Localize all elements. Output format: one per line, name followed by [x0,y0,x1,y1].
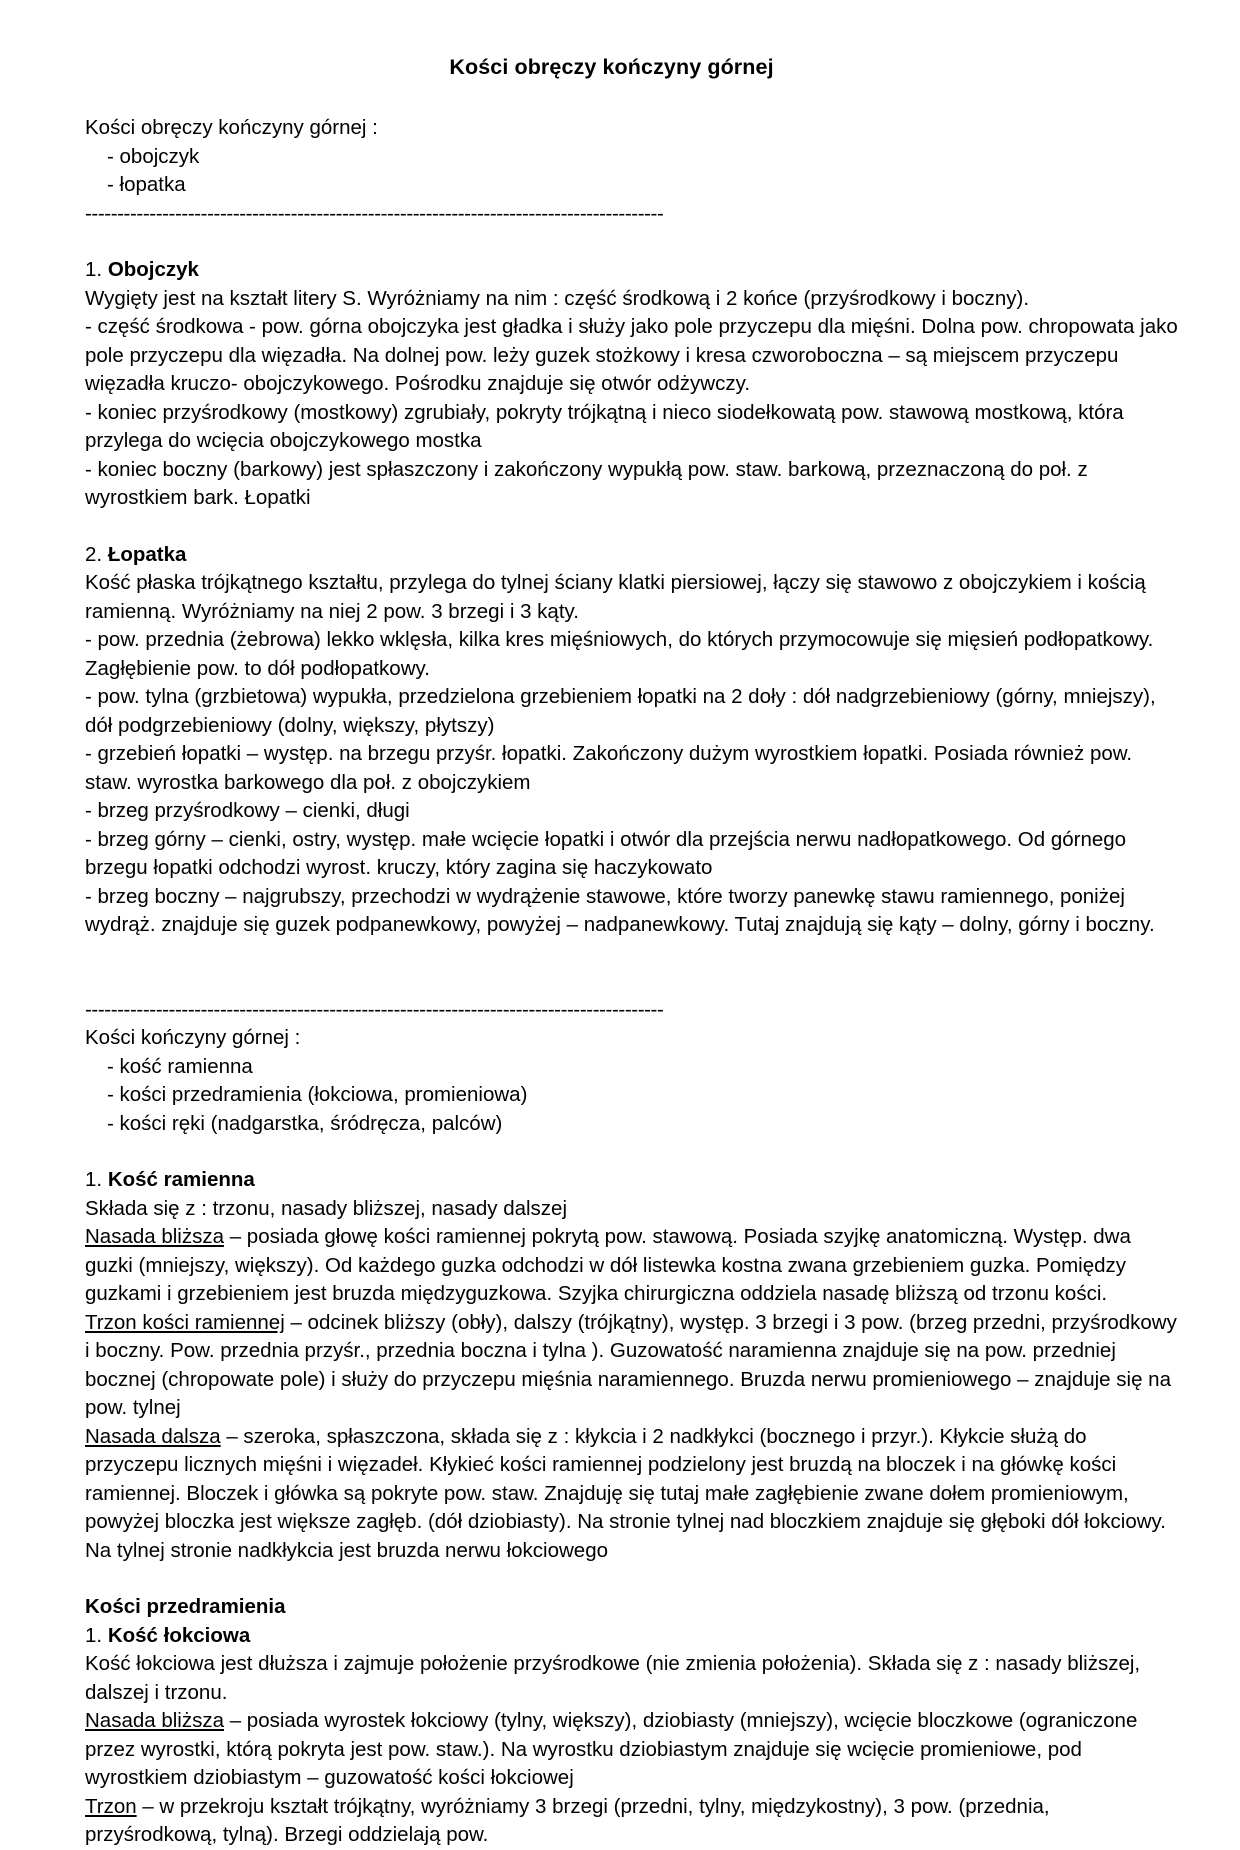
lopatka-para-1: Kość płaska trójkątnego kształtu, przylega do tylnej ściany klatki piersiowej, łączy się stawowo z obojczykiem i kością ramienną. Wyróżniamy na niej 2 pow. 3 brzegi i 3 kąty. [85,571,1152,623]
section-heading-kosc-ramienna [85,1166,1178,1195]
section-name: Kość łokciowa [107,1623,251,1647]
kosc-ramienna-sub-1 [85,1223,1178,1309]
spacer [85,1565,1178,1593]
spacer [85,1138,1178,1166]
subsection-label: Nasada bliższa [85,1225,225,1248]
section-heading-kosc-lokciowa [85,1622,1178,1651]
section-name: Łopatka [107,542,187,566]
separator-2: ------------------------------------------------------------------------------------------ [85,997,664,1021]
intro-item-obojczyk: - obojczyk [107,144,200,168]
subsection-text: – szeroka, spłaszczona, składa się z : kłykcia i 2 nadkłykci (bocznego i przyr.). Kłykcie służą do przyczepu licznych mięśni i więzadeł. Kłykieć kości ramiennej podzielony jest bruzdą na bloczek i na główkę kości ramiennej. Bloczek i główka są pokryte pow. staw. Znajduję się tutaj małe zagłębienie zwane dołem promieniowym, powyżej bloczka jest większe zagłęb. (dół dziobiasty). Na stronie tylnej nad bloczkiem znajduje się głęboki dół łokciowy. Na tylnej stronie nadkłykcia jest bruzda nerwu łokciowego [85,1424,1172,1562]
intro2-item-przedramienia: - kości przedramienia (łokciowa, promieniowa) [107,1083,528,1106]
obojczyk-para-4: - koniec boczny (barkowy) jest spłaszczony i zakończony wypukłą pow. staw. barkową, przeznaczoną do poł. z wyrostkiem bark. Łopatki [85,457,1094,509]
subsection-text: – posiada głowę kości ramiennej pokrytą pow. stawową. Posiada szyjkę anatomiczną. Występ. dwa guzki (mniejszy, większy). Od każdego guzka odchodzi w dół listewka kostna zwana grzebieniem guzka. Pomiędzy guzkami i grzebieniem jest bruzda międzyguzkowa. Szyjka chirurgiczna oddziela nasadę bliższą od trzonu kości. [85,1225,1137,1305]
subsection-text: – posiada wyrostek łokciowy (tylny, większy), dziobiasty (mniejszy), wcięcie bloczkowe (ograniczone przez wyrostki, którą pokryta jest pow. staw.). Na wyrostku dziobiastym znajduje się wcięcie promieniowe, pod wyrostkiem dziobiastym – guzowatość kości łokciowej [85,1709,1144,1789]
intro2-lead: Kości kończyny górnej : [85,1026,301,1049]
lopatka-para-7: - brzeg boczny – najgrubszy, przechodzi w wydrążenie stawowe, które tworzy panewkę stawu ramiennego, poniżej wydrąż. znajduje się guzek podpanewkowy, powyżej – nadpanewkowy. Tutaj znajdują się kąty – dolny, górny i boczny. [85,884,1155,936]
section-name: Kość ramienna [107,1168,255,1191]
intro-item-lopatka: - łopatka [107,173,186,196]
lopatka-para-2: - pow. przednia (żebrowa) lekko wklęsła, kilka kres mięśniowych, do których przymocowuje się mięsień podłopatkowy. Zagłębienie pow. to dół podłopatkowy. [85,628,1160,680]
spacer [85,513,1178,541]
subsection-label: Trzon [85,1794,137,1818]
obojczyk-para-3: - koniec przyśrodkowy (mostkowy) zgrubiały, pokryty trójkątną i nieco siodełkowatą pow. stawową mostkową, która przylega do wcięcia obojczykowego mostka [85,400,1130,452]
subsection-text: – odcinek bliższy (obły), dalszy (trójkątny), występ. 3 brzegi i 3 pow. (brzeg przedni, przyśrodkowy i boczny. Pow. przednia przyśr., przednia boczna i tylna ). Guzowatość naramienna znajduje się na pow. przedniej bocznej (chropowate pole) i służy do przyczepu mięśnia naramiennego. Bruzda nerwu promieniowego – znajduje się na pow. tylnej [85,1310,1183,1419]
section-number: 1. [85,1623,103,1647]
kosc-lokciowa-sub-1 [85,1707,1178,1793]
spacer [85,940,1178,996]
heading-kosci-przedramienia: Kości przedramienia [85,1595,286,1618]
separator-1: ------------------------------------------------------------------------------------------ [85,201,664,225]
lopatka-para-3: - pow. tylna (grzbietowa) wypukła, przedzielona grzebieniem łopatki na 2 doły : dół nadgrzebieniowy (górny, mniejszy), dół podgrzebieniowy (dolny, większy, płytszy) [85,685,1162,737]
kosc-ramienna-sub-2 [85,1309,1183,1423]
subsection-label: Nasada dalsza [85,1424,221,1448]
obojczyk-para-2: - część środkowa - pow. górna obojczyka jest gładka i służy jako pole przyczepu dla mięśni. Dolna pow. chropowata jako pole przyczepu dla więzadła. Na dolnej pow. leży guzek stożkowy i kresa czworoboczna – są miejscem przyczepu więzadła kruczo- obojczykowego. Pośrodku znajduje się otwór odżywczy. [85,315,1184,395]
kosc-ramienna-intro: Składa się z : trzonu, nasady bliższej, nasady dalszej [85,1196,568,1220]
intro-lead: Kości obręczy kończyny górnej : [85,116,378,139]
intro2-item-reki: - kości ręki (nadgarstka, śródręcza, palców) [107,1111,503,1135]
intro2-item-kosc-ramienna: - kość ramienna [107,1054,253,1078]
lopatka-para-5: - brzeg przyśrodkowy – cienki, długi [85,799,410,822]
section-heading-lopatka [85,541,1178,570]
section-heading-obojczyk [85,256,1178,285]
section-number: 1. [85,1168,103,1191]
obojczyk-para-1: Wygięty jest na kształt litery S. Wyróżniamy na nim : część środkową i 2 końce (przyśrodkowy i boczny). [85,286,1030,310]
kosc-lokciowa-sub-2 [85,1793,1178,1850]
section-number: 2. [85,542,103,566]
subsection-label: Trzon kości ramiennej [85,1310,285,1334]
section-number: 1. [85,258,103,281]
kosc-ramienna-sub-3 [85,1423,1178,1566]
page-title: Kości obręczy kończyny górnej [449,55,774,79]
lopatka-para-6: - brzeg górny – cienki, ostry, występ. małe wcięcie łopatki i otwór dla przejścia nerwu nadłopatkowego. Od górnego brzegu łopatki odchodzi wyrost. kruczy, który zagina się haczykowato [85,827,1132,879]
kosc-lokciowa-intro: Kość łokciowa jest dłuższa i zajmuje położenie przyśrodkowe (nie zmienia położenia). Składa się z : nasady bliższej, dalszej i trzonu. [85,1652,1146,1704]
subsection-label: Nasada bliższa [85,1709,225,1732]
subsection-text: – w przekroju kształt trójkątny, wyróżniamy 3 brzegi (przedni, tylny, międzykostny), 3 pow. (przednia, przyśrodkową, tylną). Brzegi oddzielają pow. [85,1794,1056,1846]
section-name: Obojczyk [107,258,199,281]
lopatka-para-4: - grzebień łopatki – występ. na brzegu przyśr. łopatki. Zakończony dużym wyrostkiem łopatki. Posiada również pow. staw. wyrostka barkowego dla poł. z obojczykiem [85,742,1138,794]
spacer [85,228,1178,256]
